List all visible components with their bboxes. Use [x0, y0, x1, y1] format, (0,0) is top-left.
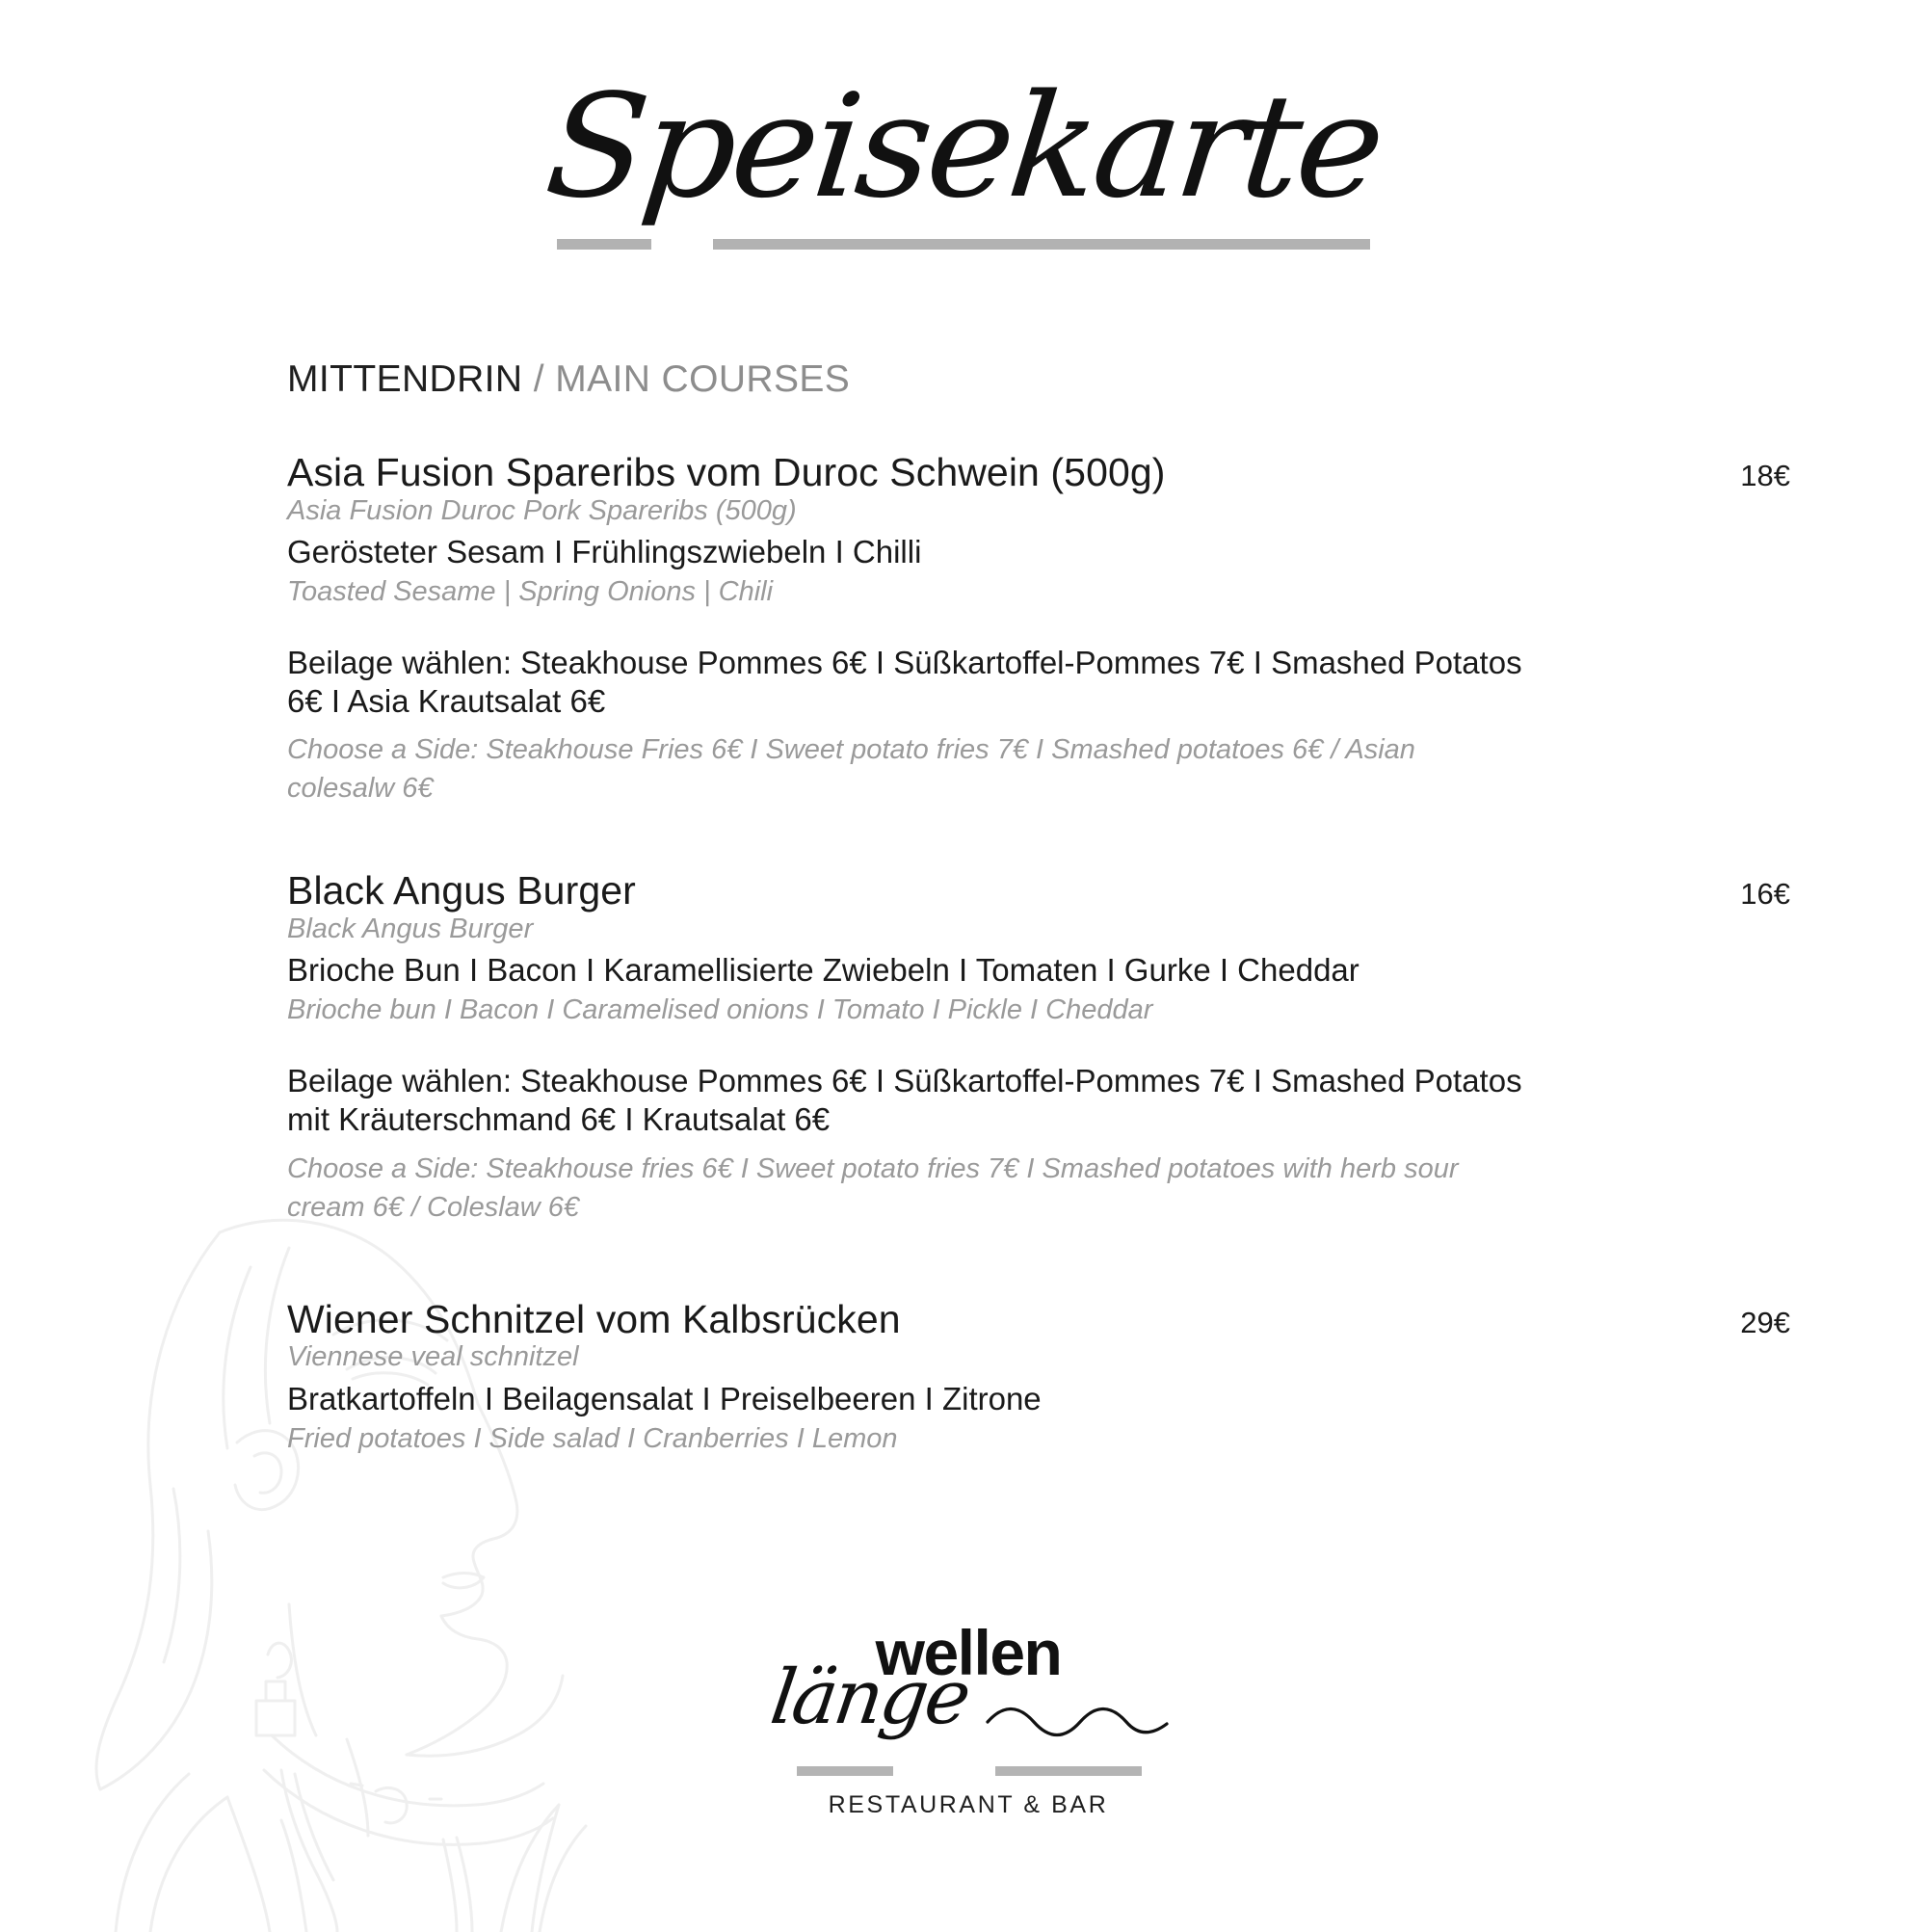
logo-tagline: RESTAURANT & BAR	[828, 1791, 1109, 1818]
title-underline-rules	[0, 239, 1927, 250]
menu-item-ingredients-de: Bratkartoffeln I Beilagensalat I Preiselbeeren I Zitrone	[287, 1380, 1042, 1416]
menu-item-name-en: Viennese veal schnitzel	[287, 1341, 579, 1373]
section-heading	[287, 358, 850, 401]
section-heading-en: MAIN COURSES	[555, 358, 851, 400]
menu-item-name-en: Black Angus Burger	[287, 913, 534, 945]
page-title: Speisekarte	[539, 64, 1388, 229]
menu-item-ingredients-de: Gerösteter Sesam I Frühlingszwiebeln I Chilli	[287, 534, 922, 570]
menu-item-name-de: Wiener Schnitzel vom Kalbsrücken	[287, 1296, 901, 1341]
menu-item-price: 18€	[1740, 459, 1790, 492]
menu-item-price: 16€	[1740, 877, 1790, 912]
restaurant-logo	[765, 1595, 1161, 1831]
logo-rules	[797, 1766, 1142, 1776]
section-heading-separator: /	[522, 358, 556, 400]
menu-item-name-de: Asia Fusion Spareribs vom Duroc Schwein (500g)	[287, 450, 1166, 494]
menu-item	[287, 451, 1790, 807]
logo-rule-right	[995, 1766, 1142, 1776]
menu-item-ingredients-en: Toasted Sesame | Spring Onions | Chili	[287, 576, 774, 608]
menu-item-sides	[287, 644, 1790, 808]
menu-item-sides-en: Choose a Side: Steakhouse Fries 6€ I Sweet potato fries 7€ I Smashed potatoes 6€ / Asian colesalw 6€	[287, 734, 1415, 805]
menu-item-sides-de: Beilage wählen: Steakhouse Pommes 6€ I Süßkartoffel-Pommes 7€ I Smashed Potatos 6€ I Asia Krautsalat 6€	[287, 644, 1522, 719]
menu-item-ingredients-en: Fried potatoes I Side salad I Cranberries I Lemon	[287, 1422, 898, 1454]
menu-item-ingredients-en: Brioche bun I Bacon I Caramelised onions I Tomato I Pickle I Cheddar	[287, 994, 1153, 1026]
menu-items-list	[287, 451, 1790, 1507]
menu-item-ingredients-de: Brioche Bun I Bacon I Karamellisierte Zwiebeln I Tomaten I Gurke I Cheddar	[287, 952, 1359, 989]
wave-icon	[986, 1699, 1169, 1737]
menu-title-block	[0, 64, 1927, 229]
menu-item-sides-en: Choose a Side: Steakhouse fries 6€ I Sweet potato fries 7€ I Smashed potatoes with herb sour cream 6€ / Coleslaw 6€	[287, 1152, 1459, 1223]
menu-item	[287, 1298, 1790, 1458]
logo-rule-left	[797, 1766, 893, 1776]
menu-item-sides	[287, 1062, 1790, 1227]
logo-word-laenge: länge	[765, 1654, 974, 1741]
menu-item-name-de: Black Angus Burger	[287, 868, 636, 913]
menu-item	[287, 869, 1790, 1226]
menu-item-price: 29€	[1740, 1305, 1790, 1339]
menu-item-header	[287, 451, 1790, 495]
menu-item-sides-de: Beilage wählen: Steakhouse Pommes 6€ I Süßkartoffel-Pommes 7€ I Smashed Potatos mit Kräuterschmand 6€ I Krautsalat 6€	[287, 1063, 1522, 1138]
menu-item-header	[287, 869, 1790, 913]
section-heading-de: MITTENDRIN	[287, 358, 523, 400]
title-rule-short	[557, 239, 651, 250]
menu-item-header	[287, 1298, 1790, 1342]
menu-item-name-en: Asia Fusion Duroc Pork Spareribs (500g)	[287, 494, 797, 526]
logo-word-wellen: wellen	[875, 1617, 1062, 1688]
title-rule-long	[713, 239, 1370, 250]
